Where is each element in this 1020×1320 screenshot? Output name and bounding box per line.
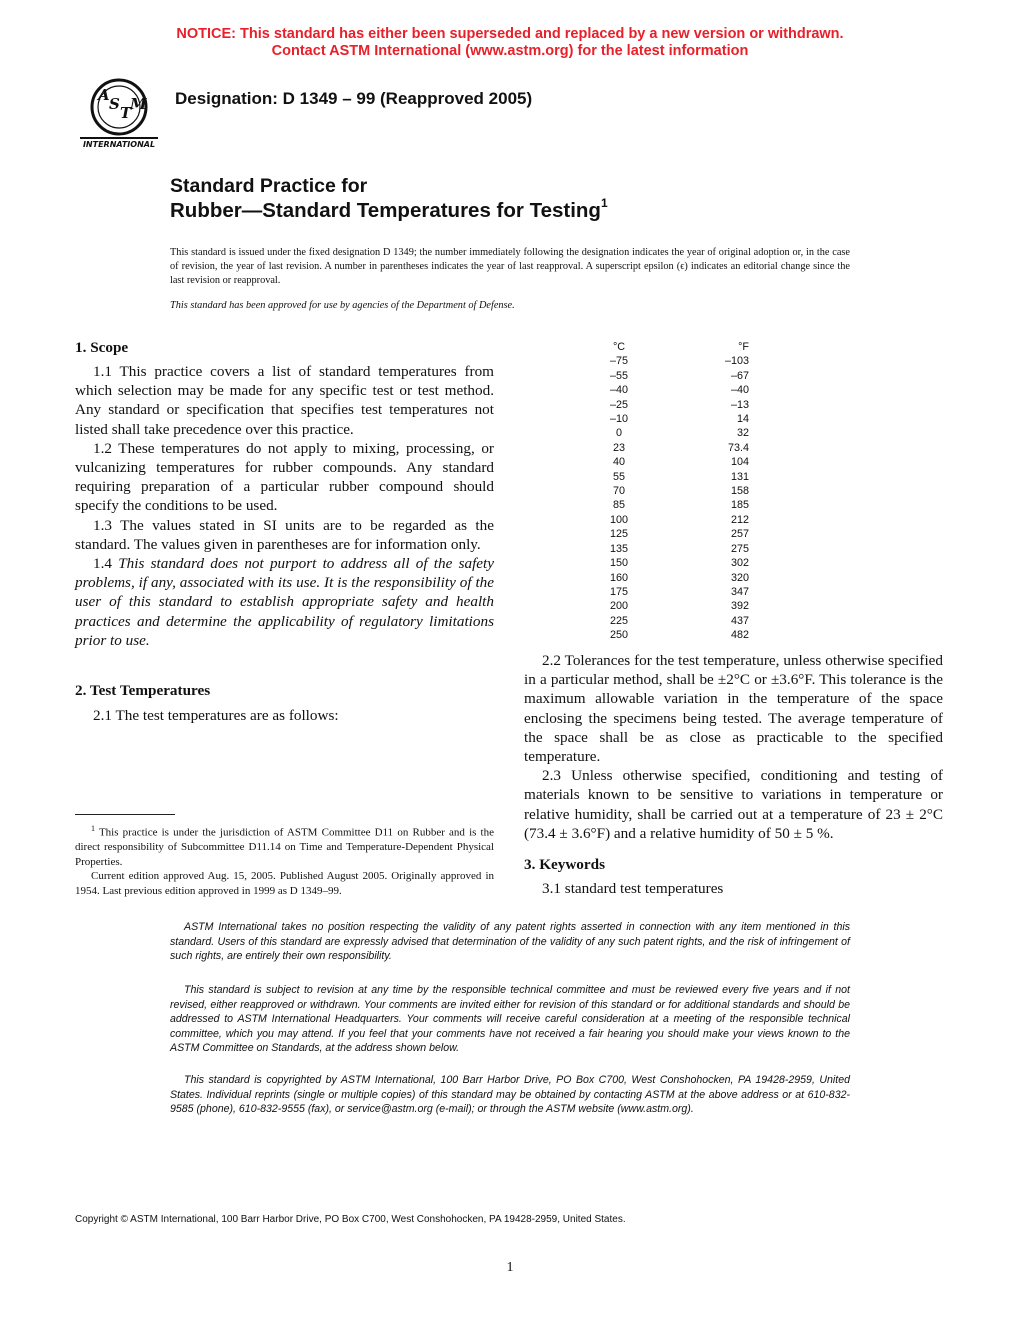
issued-note: This standard is issued under the fixed designation D 1349; the number immediately following the designation indicates the year of original adoption or, in the case of revision, the year of last revision. A number in parentheses indicates the year of last reapproval. A superscript epsilon (ϵ) indicates an editorial change since the last revision or reapproval.: [170, 247, 850, 287]
astm-logo-icon: [76, 76, 162, 150]
footnote-2: Current edition approved Aug. 15, 2005. Published August 2005. Originally approved in 1954. Last previous edition approved in 1999 as D 1349–99.: [75, 870, 494, 897]
table-row: [600, 556, 760, 570]
table-row: [600, 527, 760, 541]
table-row: [600, 513, 760, 527]
table-row: [600, 470, 760, 484]
section-2-heading: 2. Test Temperatures: [75, 682, 211, 699]
section-3-heading: 3. Keywords: [524, 856, 605, 873]
fahrenheit-cell: 320: [730, 571, 749, 584]
fahrenheit-cell: –103: [724, 355, 749, 368]
table-row: [600, 498, 760, 512]
footnote-1-mark: 1: [91, 824, 95, 833]
table-row: [600, 412, 760, 426]
para-1-4-number: 1.4: [93, 555, 119, 573]
para-3-1: 3.1 standard test temperatures: [542, 880, 724, 897]
table-row: [600, 628, 760, 642]
fahrenheit-cell: 347: [730, 585, 749, 598]
table-header-row: [600, 340, 760, 354]
table-row: [600, 441, 760, 455]
fahrenheit-cell: 212: [730, 513, 749, 526]
fahrenheit-cell: 158: [730, 485, 749, 498]
copyright-line: Copyright © ASTM International, 100 Barr Harbor Drive, PO Box C700, West Conshohocken, PA 19428-2959, United States.: [75, 1214, 626, 1225]
celsius-cell: 150: [609, 557, 628, 570]
fahrenheit-cell: –40: [730, 384, 749, 397]
section-3-body: [524, 879, 943, 898]
fahrenheit-cell: –13: [730, 398, 749, 411]
celsius-cell: 160: [609, 571, 628, 584]
fahrenheit-cell: 275: [730, 542, 749, 555]
fahrenheit-cell: 437: [730, 614, 749, 627]
celsius-cell: 135: [609, 542, 628, 555]
celsius-cell: –10: [609, 413, 628, 426]
celsius-cell: 200: [609, 600, 628, 613]
section-2-continued: [524, 651, 943, 843]
page-number: 1: [506, 1260, 514, 1275]
celsius-cell: –25: [609, 398, 628, 411]
footnote-1: [75, 822, 494, 869]
logo-letter-m: M: [130, 95, 147, 113]
table-row: [600, 542, 760, 556]
header-fahrenheit: °F: [738, 341, 749, 353]
fahrenheit-cell: 131: [730, 470, 749, 483]
fahrenheit-cell: 32: [736, 427, 749, 440]
celsius-cell: 23: [612, 441, 625, 454]
logo-subtext: INTERNATIONAL: [82, 140, 156, 149]
celsius-cell: –40: [609, 384, 628, 397]
table-row: [600, 585, 760, 599]
astm-logo: [76, 76, 162, 150]
fahrenheit-cell: 104: [730, 456, 749, 469]
para-1-3: 1.3 The values stated in SI units are to be regarded as the standard. The values given in parentheses are for information only.: [75, 516, 494, 553]
fahrenheit-cell: –67: [730, 369, 749, 382]
table-row: [600, 614, 760, 628]
header-celsius: °C: [612, 341, 626, 353]
legal-revision-notice: This standard is subject to revision at any time by the responsible technical committee and must be reviewed every five years and if not revised, either reapproved or withdrawn. Your comments are invited either for revision of this standard or for additional standards and should be addressed to ASTM International Headquarters. Your comments will receive careful consideration at a meeting of the responsible technical committee, which you may attend. If you feel that your comments have not received a fair hearing you should make your views known to the ASTM Committee on Standards, at the address shown below.: [170, 984, 850, 1055]
section-2-body: [75, 706, 494, 725]
para-1-1: 1.1 This practice covers a list of standard temperatures from which selection may be made for any specific test or test method. Any standard or specification that specifies test temperatures not listed shall take precedence over this practice.: [75, 363, 494, 438]
celsius-cell: –55: [609, 369, 628, 382]
footnotes: [75, 822, 494, 898]
footnote-rule: [75, 814, 175, 815]
celsius-cell: 100: [609, 513, 628, 526]
table-row: [600, 426, 760, 440]
fahrenheit-cell: 14: [736, 413, 749, 426]
para-2-1: 2.1 The test temperatures are as follows:: [93, 707, 339, 724]
section-1-heading: 1. Scope: [75, 339, 129, 356]
logo-letter-s: S: [109, 95, 120, 113]
celsius-cell: 0: [615, 427, 622, 440]
fahrenheit-cell: 257: [730, 528, 749, 541]
para-2-2: 2.2 Tolerances for the test temperature, unless otherwise specified in a particular method, shall be ±2°C or ±3.6°F. This tolerance is the maximum allowable variation in the temperature of the space enclosing the specimens being tested. The average temperature of the space shall be as close as practicable to the specified temperature.: [524, 652, 943, 766]
celsius-cell: –75: [609, 355, 628, 368]
celsius-cell: 125: [609, 528, 628, 541]
title-footnote-mark: 1: [600, 196, 608, 210]
celsius-cell: 55: [612, 470, 625, 483]
logo-letter-t: T: [120, 104, 132, 122]
celsius-cell: 70: [612, 485, 625, 498]
notice-line-1: NOTICE: This standard has either been superseded and replaced by a new version or withdrawn.: [176, 26, 844, 42]
footnote-1-text: This practice is under the jurisdiction of ASTM Committee D11 on Rubber and is the direct responsibility of Subcommittee D11.14 on Time and Temperature-Dependent Physical Properties.: [75, 826, 494, 868]
fahrenheit-cell: 185: [730, 499, 749, 512]
para-1-2: 1.2 These temperatures do not apply to mixing, processing, or vulcanizing temperatures for rubber compounds. Any standard requiring preparation of a particular rubber compound should specify the conditions to be used.: [75, 439, 494, 515]
fahrenheit-cell: 482: [730, 629, 749, 642]
para-2-3: 2.3 Unless otherwise specified, conditioning and testing of materials known to be sensitive to variations in temperature or relative humidity, shall be carried out at a temperature of 23 ± 2°C (73.4 ± 3.6°F) and a relative humidity of 50 ± 5 %.: [524, 767, 943, 842]
table-row: [600, 571, 760, 585]
celsius-cell: 40: [612, 456, 625, 469]
table-row: [600, 484, 760, 498]
fahrenheit-cell: 302: [730, 557, 749, 570]
para-1-4-text: This standard does not purport to address all of the safety problems, if any, associated with its use. It is the responsibility of the user of this standard to establish appropriate safety and health practices and determine the applicability of regulatory limitations prior to use.: [75, 555, 494, 649]
table-row: [600, 354, 760, 368]
table-body: [600, 354, 760, 642]
para-1-4: [75, 554, 494, 650]
title-line-2: [170, 198, 608, 223]
fahrenheit-cell: 392: [730, 600, 749, 613]
table-row: [600, 398, 760, 412]
title-text: Rubber—Standard Temperatures for Testing: [170, 198, 601, 222]
celsius-cell: 175: [609, 585, 628, 598]
table-row: [600, 383, 760, 397]
legal-patent-notice: ASTM International takes no position respecting the validity of any patent rights asserted in connection with any item mentioned in this standard. Users of this standard are expressly advised that determination of the validity of any such patent rights, and the risk of infringement of such rights, are entirely their own responsibility.: [170, 921, 850, 963]
notice-line-2: Contact ASTM International (www.astm.org) for the latest information: [271, 43, 749, 59]
section-1-body: [75, 362, 494, 650]
supersession-notice: [0, 26, 1020, 60]
celsius-cell: 225: [609, 614, 628, 627]
fahrenheit-cell: 73.4: [727, 441, 749, 454]
table-row: [600, 455, 760, 469]
table-row: [600, 599, 760, 613]
legal-copyright-notice: This standard is copyrighted by ASTM International, 100 Barr Harbor Drive, PO Box C700, West Conshohocken, PA 19428-2959, United States. Individual reprints (single or multiple copies) of this standard may be obtained by contacting ASTM at the above address or at 610-832-9585 (phone), 610-832-9555 (fax), or service@astm.org (e-mail); or through the ASTM website (www.astm.org).: [170, 1074, 850, 1116]
temperature-table: [600, 340, 760, 643]
celsius-cell: 85: [612, 499, 625, 512]
title-line-1: Standard Practice for: [170, 175, 368, 197]
designation: Designation: D 1349 – 99 (Reapproved 2005): [175, 89, 533, 108]
logo-letter-a: A: [98, 86, 110, 104]
table-row: [600, 369, 760, 383]
celsius-cell: 250: [609, 629, 628, 642]
dod-note: This standard has been approved for use by agencies of the Department of Defense.: [170, 300, 515, 311]
